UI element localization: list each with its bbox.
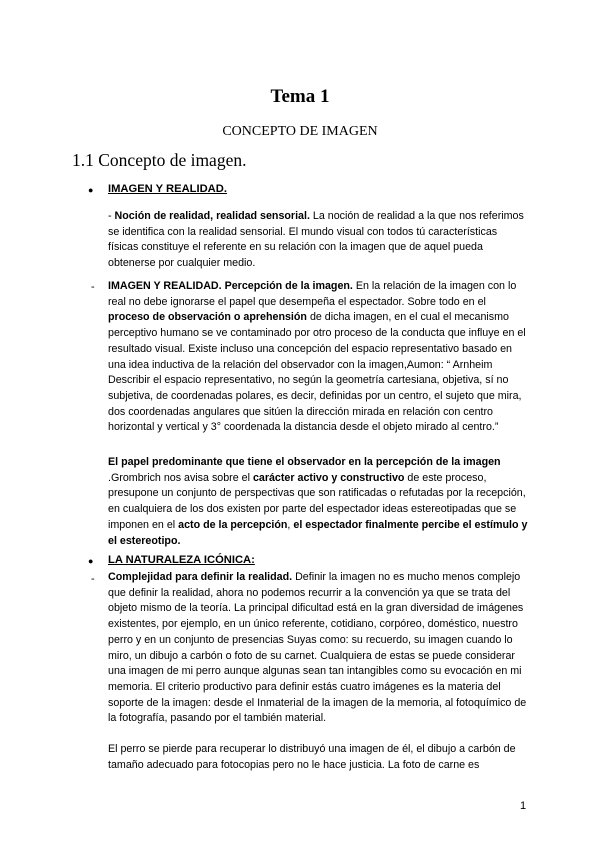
page-number: 1 [520,800,527,812]
bold-text: El papel predominante que tiene el observador en la percepción de la imagen [108,456,501,468]
paragraph-percepcion [108,279,528,436]
dash-marker: - [91,573,95,585]
bold-text: acto de la percepción [178,518,288,531]
dash-marker: - [91,281,95,293]
paragraph-text: .Grombrich nos avisa sobre el [108,471,253,484]
bold-text: Complejidad para definir la realidad. [108,571,293,583]
paragraph-text: - [108,210,115,222]
paragraph-text: Definir la imagen no es mucho menos complejo que definir la realidad, ahora no podemos recurrir a la convención ya que se trata del objeto mismo de la teoría. La principal dificultad está en la gran diversidad de imágenes existentes, por ejemplo, en un único referente, cotidiano, corpóreo, doméstico, nuestro perro y en un conjunto de presencias Suyas como: su recuerdo, su imagen cuando lo miro, un dibujo a carbón o foto de su carnet. Cualquiera de estas se puede considerar una imagen de mi perro aunque algunas sean tan intangibles como su evocación en mi memoria. El criterio productivo para definir estás cuatro imágenes es la materia del soporte de la imagen: desde el Inmaterial de la imagen de la memoria, al fotoquímico de la fotografía, pasando por el también material. [108,571,527,725]
document-subtitle: CONCEPTO DE IMAGEN [222,124,378,139]
bold-text: proceso de observación o aprehensión [108,311,307,324]
bold-text: Noción de realidad, realidad sensorial. [114,210,310,222]
paragraph-text: En la relación de la imagen con lo real no debe ignorarse el papel que desempeña el espectador. Sobre todo en el [108,280,517,308]
paragraph-text: de este proceso, presupone un conjunto de perspectivas que son ratificadas o refutadas por la recepción, en cualquiera de los dos existen por parte del espectador ideas estereotipadas que se imponen en el [108,471,526,531]
paragraph-papel-observador [108,455,528,549]
bullet-marker: ● [88,556,94,566]
bold-text: IMAGEN Y REALIDAD. Percepción de la imagen. [108,280,353,292]
bullet-marker: ● [88,185,94,195]
section-heading: 1.1 Concepto de imagen. [72,150,247,170]
imagen-realidad-heading: IMAGEN Y REALIDAD. [108,183,227,195]
paragraph-text: , [287,518,294,531]
paragraph-complejidad [108,570,528,727]
paragraph-nocion-realidad [108,209,528,272]
paragraph-perro [108,742,528,773]
paragraph-text: La noción de realidad a la que nos referimos se identifica con la realidad sensorial. El mundo visual con todos tú características físicas constituye el referente en su relación con la imagen que de aquel pueda obtenerse por cualquier medio. [108,210,524,270]
bold-text: carácter activo y constructivo [252,471,405,484]
naturaleza-iconica-heading: LA NATURALEZA ICÓNICA: [108,554,255,566]
document-title: Tema 1 [270,86,330,107]
paragraph-text: de dicha imagen, en el cual el mecanismo perceptivo humano se ve contaminado por otro proceso de la conducta que influye en el resultado visual. Existe incluso una concepción del espacio representativo basado en una idea inductiva de la relación del observador con la imagen,Aumon: “ Arnheim Describir el espacio representativo, no según la geometría cartesiana, objetiva, sí no subjetiva, de coordenadas polares, es decir, definidas por un centro, el sujeto que mira, dos coordenadas angulares que sitúen la dirección mirada en relación con centro horizontal y vertical y 3° coordenada la distancia desde el objeto mirado al centro.” [108,311,526,434]
bold-text: el espectador finalmente percibe el estímulo y el estereotipo. [108,518,528,547]
paragraph-text: El perro se pierde para recuperar lo distribuyó una imagen de él, el dibujo a carbón de tamaño adecuado para fotocopias pero no le hace justicia. La foto de carne es [108,743,516,771]
